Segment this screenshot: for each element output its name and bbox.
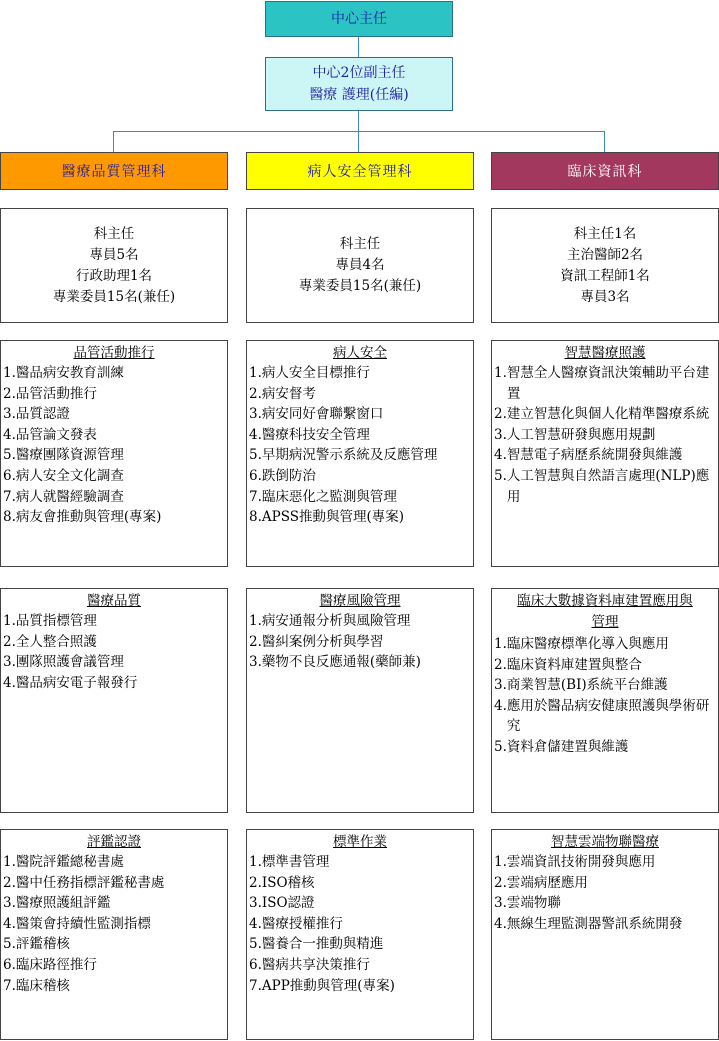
list-item-text: 醫病共享決策推行 (261, 956, 370, 973)
list-item-number: 2. (3, 385, 16, 402)
connector-deputy-bus (358, 111, 359, 132)
section-item-list (3, 363, 225, 528)
list-item (494, 425, 716, 446)
list-item-number: 3. (494, 895, 507, 912)
section-item-list (3, 852, 225, 996)
list-item-text: 醫糾案例分析與學習 (261, 633, 384, 650)
list-item-number: 5. (249, 936, 262, 953)
list-item-text: 雲端物聯 (506, 895, 561, 912)
list-item-text: 醫品病安教育訓練 (15, 365, 124, 381)
list-item (494, 696, 716, 737)
staff-line: 主治醫師2名 (566, 246, 644, 263)
connector-director-deputy (358, 37, 359, 57)
list-item (3, 673, 225, 694)
connector-dept-3 (604, 131, 605, 152)
list-item-text: 應用於醫品病安健康照護與學術研究 (506, 697, 710, 735)
section-item-list (249, 852, 471, 996)
section-box (0, 588, 228, 813)
list-item (249, 404, 471, 425)
section-box (246, 829, 474, 1040)
list-item-number: 2. (494, 406, 507, 423)
section-box (0, 340, 228, 567)
department-name: 醫療品質管理科 (61, 164, 167, 180)
list-item-number: 3. (249, 406, 262, 423)
list-item-number: 1. (3, 365, 16, 381)
list-item-text: 智慧電子病歷系統開發與維護 (506, 447, 683, 464)
list-item (249, 976, 471, 997)
list-item-text: 醫養合一推動與精進 (261, 936, 384, 953)
list-item-text: 評鑑稽核 (15, 936, 70, 953)
list-item-text: 臨床路徑推行 (15, 956, 97, 973)
list-item-number: 6. (249, 956, 262, 973)
list-item-text: 品質指標管理 (15, 613, 97, 629)
list-item-number: 2. (494, 656, 507, 673)
list-item (3, 363, 225, 384)
list-item-text: 病人安全文化調查 (15, 467, 124, 484)
connector-bus (113, 131, 605, 132)
department-staff-box-3 (491, 208, 719, 323)
list-item-number: 2. (3, 874, 16, 891)
list-item-number: 8. (3, 509, 16, 526)
list-item-number: 1. (494, 854, 507, 870)
list-item-text: 醫療團隊資源管理 (15, 447, 124, 464)
list-item-number: 1. (494, 365, 507, 381)
section-box (491, 588, 719, 813)
list-item (3, 914, 225, 935)
list-item (249, 507, 471, 528)
list-item-text: 品管論文發表 (15, 426, 97, 443)
staff-line: 科主任 (339, 236, 381, 252)
list-item-number: 2. (249, 633, 262, 650)
section-item-list (3, 611, 225, 693)
director-box (265, 1, 453, 37)
section-box (0, 829, 228, 1040)
section-box (246, 340, 474, 567)
list-item-text: APP推動與管理(專案) (261, 977, 395, 994)
list-item-text: 醫中任務指標評鑑秘書處 (15, 874, 165, 891)
department-header-1 (0, 152, 228, 190)
section-box (491, 340, 719, 567)
list-item (249, 955, 471, 976)
list-item-text: 醫療授權推行 (261, 915, 343, 932)
staff-line: 專員5名 (89, 246, 139, 263)
section-title: 評鑑認證 (87, 834, 141, 850)
list-item-number: 1. (3, 854, 16, 870)
section-title: 智慧醫療照護 (564, 345, 646, 361)
list-item (3, 384, 225, 405)
list-item-number: 4. (494, 697, 507, 714)
section-item-list (494, 852, 716, 934)
list-item-text: 全人整合照護 (15, 633, 97, 650)
staff-line: 行政助理1名 (75, 267, 153, 284)
list-item-number: 7. (3, 977, 16, 994)
list-item (249, 384, 471, 405)
connector-dept-1 (113, 131, 114, 152)
list-item (249, 652, 471, 673)
staff-line: 專業委員15名(兼任) (298, 278, 422, 294)
staff-line: 專員3名 (580, 288, 630, 305)
list-item-number: 5. (3, 447, 16, 464)
list-item-text: 病人就醫經驗調查 (15, 488, 124, 505)
list-item (494, 914, 716, 935)
list-item (494, 634, 716, 655)
list-item (249, 425, 471, 446)
department-header-2 (246, 152, 474, 190)
list-item-text: 病安同好會聯繫窗口 (261, 406, 384, 423)
deputy-line-2: 醫療 護理(任編) (309, 87, 409, 103)
list-item (249, 466, 471, 487)
list-item (494, 404, 716, 425)
list-item-text: 藥物不良反應通報(藥師兼) (261, 654, 421, 671)
list-item-text: 無線生理監測器警訊系統開發 (506, 915, 683, 932)
list-item-text: 建立智慧化與個人化精準醫療系統 (506, 406, 710, 423)
list-item (494, 655, 716, 676)
list-item-text: 標準書管理 (261, 854, 330, 870)
list-item-number: 4. (494, 447, 507, 464)
list-item (3, 611, 225, 632)
list-item-number: 3. (3, 406, 16, 423)
list-item-text: 品管活動推行 (15, 385, 97, 402)
list-item-text: 病人安全目標推行 (261, 365, 370, 381)
section-item-list (494, 363, 716, 507)
list-item (3, 425, 225, 446)
list-item-text: 人工智慧研發與應用規劃 (506, 426, 656, 443)
list-item-text: 資料倉儲建置與維護 (506, 738, 629, 755)
staff-line: 專員4名 (335, 257, 385, 273)
list-item-text: 醫療科技安全管理 (261, 426, 370, 443)
section-title: 醫療風險管理 (319, 593, 401, 609)
section-item-list (494, 634, 716, 758)
staff-line: 資訊工程師1名 (560, 267, 650, 284)
list-item-number: 8. (249, 509, 262, 526)
list-item-number: 3. (249, 654, 262, 671)
department-staff-box-1 (0, 208, 228, 323)
list-item (249, 363, 471, 384)
list-item (494, 363, 716, 404)
list-item-number: 6. (3, 467, 16, 484)
list-item (494, 737, 716, 758)
list-item (3, 976, 225, 997)
list-item-text: 臨床醫療標準化導入與應用 (506, 636, 669, 652)
section-title: 病人安全 (333, 345, 387, 361)
list-item-number: 5. (249, 447, 262, 464)
list-item-number: 6. (3, 956, 16, 973)
list-item-text: 臨床資料庫建置與整合 (506, 656, 642, 673)
list-item (249, 611, 471, 632)
connector-dept-2 (358, 131, 359, 152)
list-item (249, 873, 471, 894)
list-item (3, 893, 225, 914)
list-item (3, 404, 225, 425)
list-item (3, 466, 225, 487)
list-item (3, 852, 225, 873)
list-item-text: 人工智慧與自然語言處理(NLP)應用 (506, 467, 710, 505)
list-item-text: 雲端資訊技術開發與應用 (506, 854, 656, 870)
department-name: 病人安全管理科 (307, 164, 413, 180)
section-title: 標準作業 (333, 834, 387, 850)
list-item-number: 1. (249, 854, 262, 870)
list-item (494, 852, 716, 873)
deputy-line-1: 中心2位副主任 (312, 65, 406, 81)
list-item (3, 955, 225, 976)
list-item-text: 臨床惡化之監測與管理 (261, 488, 397, 505)
list-item-text: 臨床稽核 (15, 977, 70, 994)
list-item-number: 1. (494, 636, 507, 652)
list-item-number: 5. (494, 738, 507, 755)
list-item-number: 4. (494, 915, 507, 932)
list-item-text: 病安督考 (261, 385, 316, 402)
list-item (249, 934, 471, 955)
list-item-number: 3. (494, 426, 507, 443)
list-item-text: 早期病況警示系統及反應管理 (261, 447, 438, 464)
list-item-number: 1. (249, 613, 262, 629)
staff-line: 科主任1名 (573, 225, 637, 242)
list-item-text: 智慧全人醫療資訊決策輔助平台建置 (506, 365, 710, 402)
list-item-text: 雲端病歷應用 (506, 874, 588, 891)
deputy-box (265, 57, 453, 111)
section-title: 品管活動推行 (73, 345, 155, 361)
department-name: 臨床資訊科 (567, 164, 643, 180)
list-item-text: ISO認證 (261, 895, 315, 912)
list-item (249, 487, 471, 508)
list-item-number: 4. (249, 426, 262, 443)
list-item-number: 2. (494, 874, 507, 891)
list-item-number: 2. (249, 874, 262, 891)
list-item-text: 跌倒防治 (261, 467, 316, 484)
section-item-list (249, 611, 471, 673)
list-item-number: 3. (249, 895, 262, 912)
list-item (249, 852, 471, 873)
list-item-number: 5. (3, 936, 16, 953)
staff-line: 科主任 (93, 225, 135, 242)
list-item-number: 5. (494, 467, 507, 484)
section-box (491, 829, 719, 1040)
list-item (494, 445, 716, 466)
list-item-text: 品質認證 (15, 406, 70, 423)
list-item (3, 652, 225, 673)
list-item-number: 3. (494, 677, 507, 694)
list-item-text: APSS推動與管理(專案) (261, 509, 405, 526)
list-item-number: 6. (249, 467, 262, 484)
list-item (3, 445, 225, 466)
list-item (3, 487, 225, 508)
list-item (3, 632, 225, 653)
list-item (3, 507, 225, 528)
list-item (249, 632, 471, 653)
list-item (249, 914, 471, 935)
list-item-text: 醫策會持續性監測指標 (15, 915, 151, 932)
list-item-number: 7. (249, 488, 262, 505)
list-item-number: 4. (3, 426, 16, 443)
section-title: 智慧雲端物聯醫療 (551, 834, 659, 850)
list-item-text: 醫療照護組評鑑 (15, 895, 111, 912)
staff-line: 專業委員15名(兼任) (52, 288, 176, 305)
list-item-text: 醫品病安電子報發行 (15, 674, 138, 691)
list-item (494, 893, 716, 914)
list-item (494, 466, 716, 507)
list-item-text: 病友會推動與管理(專案) (15, 509, 162, 526)
section-box (246, 588, 474, 813)
list-item-number: 1. (3, 613, 16, 629)
list-item-number: 4. (249, 915, 262, 932)
department-header-3 (491, 152, 719, 190)
list-item-number: 2. (3, 633, 16, 650)
list-item (249, 893, 471, 914)
list-item (249, 445, 471, 466)
list-item-text: 商業智慧(BI)系統平台維護 (506, 677, 668, 694)
list-item-text: ISO稽核 (261, 874, 315, 891)
list-item (3, 934, 225, 955)
director-title: 中心主任 (331, 11, 387, 27)
list-item (3, 873, 225, 894)
list-item-text: 醫院評鑑總秘書處 (15, 854, 124, 870)
list-item-text: 團隊照護會議管理 (15, 654, 124, 671)
department-staff-box-2 (246, 208, 474, 323)
list-item-number: 4. (3, 915, 16, 932)
section-title: 醫療品質 (87, 593, 141, 609)
list-item-number: 7. (249, 977, 262, 994)
list-item-number: 2. (249, 385, 262, 402)
section-title: 臨床大數據資料庫建置應用與管理 (517, 593, 693, 630)
list-item-number: 7. (3, 488, 16, 505)
section-item-list (249, 363, 471, 528)
list-item-number: 3. (3, 654, 16, 671)
list-item-number: 1. (249, 365, 262, 381)
list-item-number: 4. (3, 674, 16, 691)
list-item (494, 675, 716, 696)
list-item (494, 873, 716, 894)
list-item-text: 病安通報分析與風險管理 (261, 613, 411, 629)
list-item-number: 3. (3, 895, 16, 912)
